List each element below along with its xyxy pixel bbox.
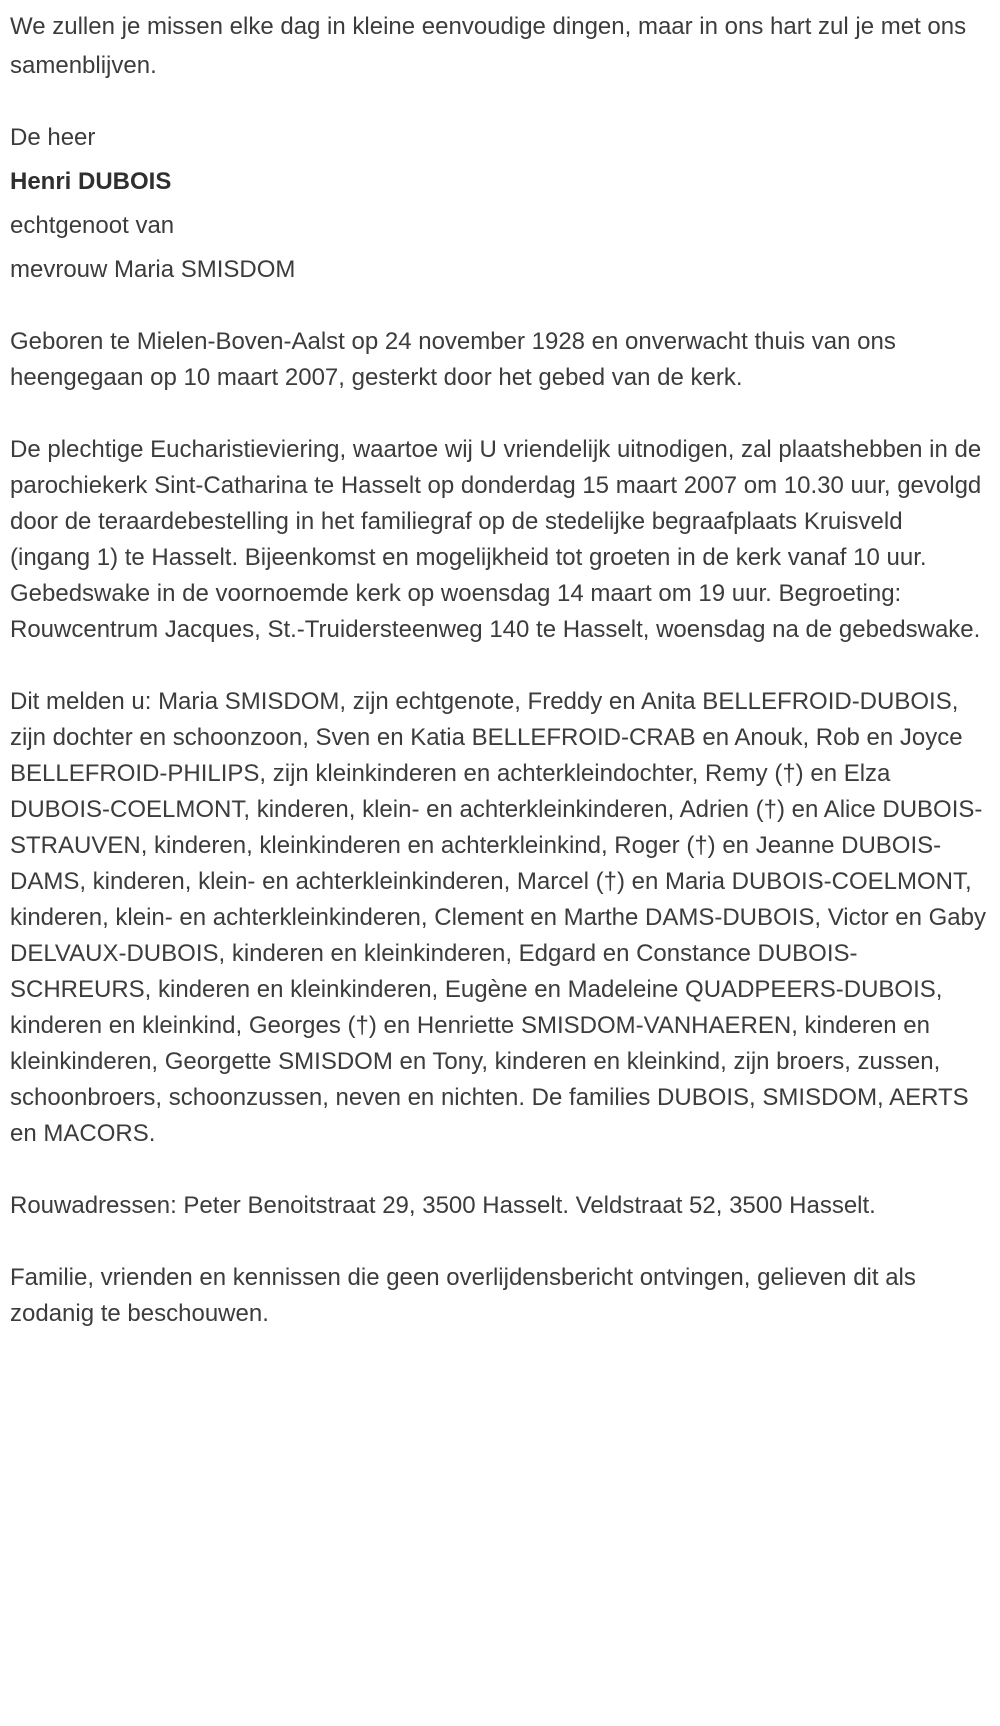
deceased-spouse: mevrouw Maria SMISDOM (10, 255, 296, 283)
family-announcement-paragraph: Dit melden u: Maria SMISDOM, zijn echtgenote, Freddy en Anita BELLEFROID-DUBOIS, zijn dochter en schoonzoon, Sven en Katia BELLEFROID-CRAB en Anouk, Rob en Joyce BELLEFROID-PHILIPS, zijn kleinkinderen en achterkleindochter, Remy (†) en Elza DUBOIS-COELMONT, kinderen, klein- en achterkleinkinderen, Adrien (†) en Alice DUBOIS-STRAUVEN, kinderen, kleinkinderen en achterkleinkind, Roger (†) en Jeanne DUBOIS-DAMS, kinderen, klein- en achterkleinkinderen, Marcel (†) en Maria DUBOIS-COELMONT, kinderen, klein- en achterkleinkinderen, Clement en Marthe DAMS-DUBOIS, Victor en Gaby DELVAUX-DUBOIS, kinderen en kleinkinderen, Edgard en Constance DUBOIS-SCHREURS, kinderen en kleinkinderen, Eugène en Madeleine QUADPEERS-DUBOIS, kinderen en kleinkind, Georges (†) en Henriette SMISDOM-VANHAEREN, kinderen en kleinkinderen, Georgette SMISDOM en Tony, kinderen en kleinkind, zijn broers, zussen, schoonbroers, schoonzussen, neven en nichten. De families DUBOIS, SMISDOM, AERTS en MACORS. (10, 687, 986, 1147)
deceased-salutation: De heer (10, 123, 96, 151)
ceremony-paragraph: De plechtige Eucharistieviering, waartoe wij U vriendelijk uitnodigen, zal plaatshebben in de parochiekerk Sint-Catharina te Hasselt op donderdag 15 maart 2007 om 10.30 uur, gevolgd door de teraardebestelling in het familiegraf op de stedelijke begraafplaats Kruisveld (ingang 1) te Hasselt. Bijeenkomst en mogelijkheid tot groeten in de kerk vanaf 10 uur. Gebedswake in de voornoemde kerk op woensdag 14 maart om 19 uur. Begroeting: Rouwcentrum Jacques, St.-Truidersteenweg 140 te Hasselt, woensdag na de gebedswake. (10, 435, 982, 643)
mourning-addresses-paragraph: Rouwadressen: Peter Benoitstraat 29, 3500 Hasselt. Veldstraat 52, 3500 Hasselt. (10, 1191, 876, 1219)
deceased-name: Henri DUBOIS (10, 167, 172, 195)
closing-paragraph: Familie, vrienden en kennissen die geen overlijdensbericht ontvingen, gelieven dit als zodanig te beschouwen. (10, 1263, 916, 1327)
birth-death-paragraph: Geboren te Mielen-Boven-Aalst op 24 november 1928 en onverwacht thuis van ons heengegaan op 10 maart 2007, gesterkt door het gebed van de kerk. (10, 327, 896, 391)
deceased-relation: echtgenoot van (10, 211, 175, 239)
deceased-name-block (10, 120, 988, 288)
memorial-quote: We zullen je missen elke dag in kleine eenvoudige dingen, maar in ons hart zul je met ons samenblijven. (10, 13, 967, 79)
